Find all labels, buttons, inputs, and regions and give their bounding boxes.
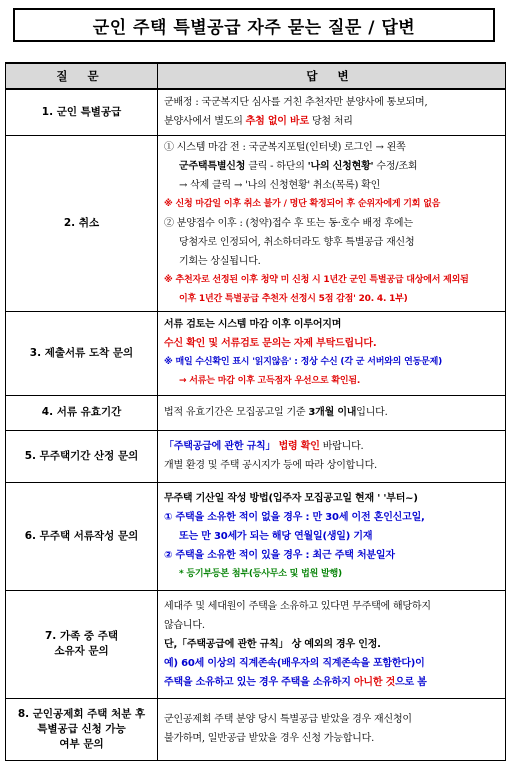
answer-line: 않습니다. xyxy=(164,619,205,631)
answer-text: 수정/조회 xyxy=(373,160,418,172)
question-header: 질 문 xyxy=(6,63,158,89)
answer-bold: '나의 신청현황' xyxy=(307,160,374,172)
question-line: 여부 문의 xyxy=(59,737,104,750)
answer-text: 법적 유효기간은 모집공고일 기준 xyxy=(164,407,309,418)
answer-highlight: 아니한 것 xyxy=(353,676,396,688)
answer-line: ② 분양접수 이후 : (청약)접수 후 또는 동·호수 배정 후에는 xyxy=(164,217,413,229)
table-row xyxy=(6,430,506,482)
answer-line: 불가하며, 일반공급 받았을 경우 신청 가능합니다. xyxy=(164,733,375,744)
faq-table xyxy=(5,62,506,761)
answer-highlight: 추첨 없이 바로 xyxy=(245,116,309,128)
answer-cell xyxy=(158,311,506,395)
answer-line: 기회는 상실됩니다. xyxy=(179,255,261,267)
question-cell: 5. 무주택기간 산정 문의 xyxy=(6,430,158,482)
answer-cell xyxy=(158,698,506,760)
answer-note: ※ 추천자로 선정된 이후 청약 미 신청 시 1년간 군인 특별공급 대상에서 제외됨 xyxy=(164,274,469,285)
answer-line: 세대주 및 세대원이 주택을 소유하고 있다면 무주택에 해당하지 xyxy=(164,600,431,612)
answer-bold: 단,「주택공급에 관한 규칙」 xyxy=(164,638,289,650)
answer-cell xyxy=(158,590,506,698)
question-cell: 2. 취소 xyxy=(6,135,158,311)
question-line: 특별공급 신청 가능 xyxy=(37,722,126,735)
answer-line xyxy=(164,635,501,654)
answer-line xyxy=(164,437,501,456)
table-header-row xyxy=(6,63,506,89)
answer-highlight: 으로 봄 xyxy=(395,676,427,688)
answer-line: 또는 만 30세가 되는 해당 연월일(생일) 기재 xyxy=(179,530,373,542)
question-cell: 3. 제출서류 도착 문의 xyxy=(6,311,158,395)
answer-line: → 삭제 클릭 → '나의 신청현황' 취소(목록) 확인 xyxy=(179,179,381,191)
page-title: 군인 주택 특별공급 자주 묻는 질문 / 답변 xyxy=(13,8,495,42)
question-cell xyxy=(6,590,158,698)
answer-text: 분양사에서 별도의 xyxy=(164,116,246,128)
answer-line: ① 시스템 마감 전 : 국군복지포털(인터넷) 로그인 → 왼쪽 xyxy=(164,141,406,153)
answer-header: 답 변 xyxy=(158,63,506,89)
answer-cell xyxy=(158,395,506,430)
answer-line xyxy=(164,673,501,692)
answer-line: 군인공제회 주택 분양 당시 특별공급 받았을 경우 재신청이 xyxy=(164,714,412,725)
answer-highlight: 주택을 소유하고 있는 경우 주택을 소유하지 xyxy=(164,676,354,688)
answer-line: 수신 확인 및 서류검토 문의는 자제 부탁드립니다. xyxy=(164,338,377,349)
table-row xyxy=(6,482,506,590)
question-line: 7. 가족 중 주택 xyxy=(45,630,118,642)
answer-note: ※ 매일 수신확인 표시 '읽지않음' : 정상 수신 (각 군 서버와의 연동문제) xyxy=(164,357,442,367)
table-row xyxy=(6,395,506,430)
answer-line: 예) 60세 이상의 직계존속(배우자의 직계존속을 포함한다)이 xyxy=(164,657,425,669)
answer-cell xyxy=(158,135,506,311)
answer-highlight: 법령 확인 xyxy=(275,441,320,452)
table-row xyxy=(6,698,506,760)
table-row xyxy=(6,89,506,135)
answer-bold: 3개월 이내 xyxy=(308,407,357,418)
answer-bold: 상 예외의 경우 인정. xyxy=(288,638,381,650)
answer-cell xyxy=(158,89,506,135)
answer-text: 클릭 - 하단의 xyxy=(245,160,308,172)
answer-text: 바랍니다. xyxy=(319,441,364,452)
question-cell: 6. 무주택 서류작성 문의 xyxy=(6,482,158,590)
answer-line xyxy=(164,403,501,422)
question-cell: 1. 군인 특별공급 xyxy=(6,89,158,135)
table-row xyxy=(6,311,506,395)
answer-line: 서류 검토는 시스템 마감 이후 이루어지며 xyxy=(164,319,342,330)
answer-line xyxy=(164,157,501,176)
answer-text: 당첨 처리 xyxy=(308,116,353,128)
table-row xyxy=(6,135,506,311)
answer-note: ※ 신청 마감일 이후 취소 불가 / 명단 확정되어 후 순위자에게 기회 없음 xyxy=(164,198,441,209)
answer-line: 개별 환경 및 주택 공시지가 등에 따라 상이합니다. xyxy=(164,460,378,471)
answer-line: 당첨자로 인정되어, 취소하더라도 향후 특별공급 재신청 xyxy=(179,236,415,248)
question-cell xyxy=(6,698,158,760)
answer-line: 무주택 기산일 작성 방법(입주자 모집공고일 현재 ' '부터~) xyxy=(164,492,418,504)
answer-line: 군배정 : 국군복지단 심사를 거친 추천자만 분양사에 통보되며, xyxy=(164,97,428,109)
answer-bold: 군주택특별신청 xyxy=(179,160,246,172)
table-row xyxy=(6,590,506,698)
answer-note: * 등기부등본 첨부(등사무소 및 법원 발행) xyxy=(179,568,342,579)
question-cell: 4. 서류 유효기간 xyxy=(6,395,158,430)
question-line: 소유자 문의 xyxy=(54,645,109,657)
question-line: 8. 군인공제회 주택 처분 후 xyxy=(17,707,146,720)
answer-text: 입니다. xyxy=(356,407,388,418)
answer-cell xyxy=(158,430,506,482)
answer-cell xyxy=(158,482,506,590)
answer-line xyxy=(164,112,501,131)
answer-line: ② 주택을 소유한 적이 있을 경우 : 최근 주택 처분일자 xyxy=(164,549,395,561)
answer-note: → 서류는 마감 이후 고득점자 우선으로 확인됨. xyxy=(179,376,361,386)
answer-line: ① 주택을 소유한 적이 없을 경우 : 만 30세 이전 혼인신고일, xyxy=(164,511,425,523)
answer-highlight: 「주택공급에 관한 규칙」 xyxy=(164,441,276,452)
answer-note: 이후 1년간 특별공급 추천자 선정시 5점 감점' 20. 4. 1부) xyxy=(179,293,408,304)
